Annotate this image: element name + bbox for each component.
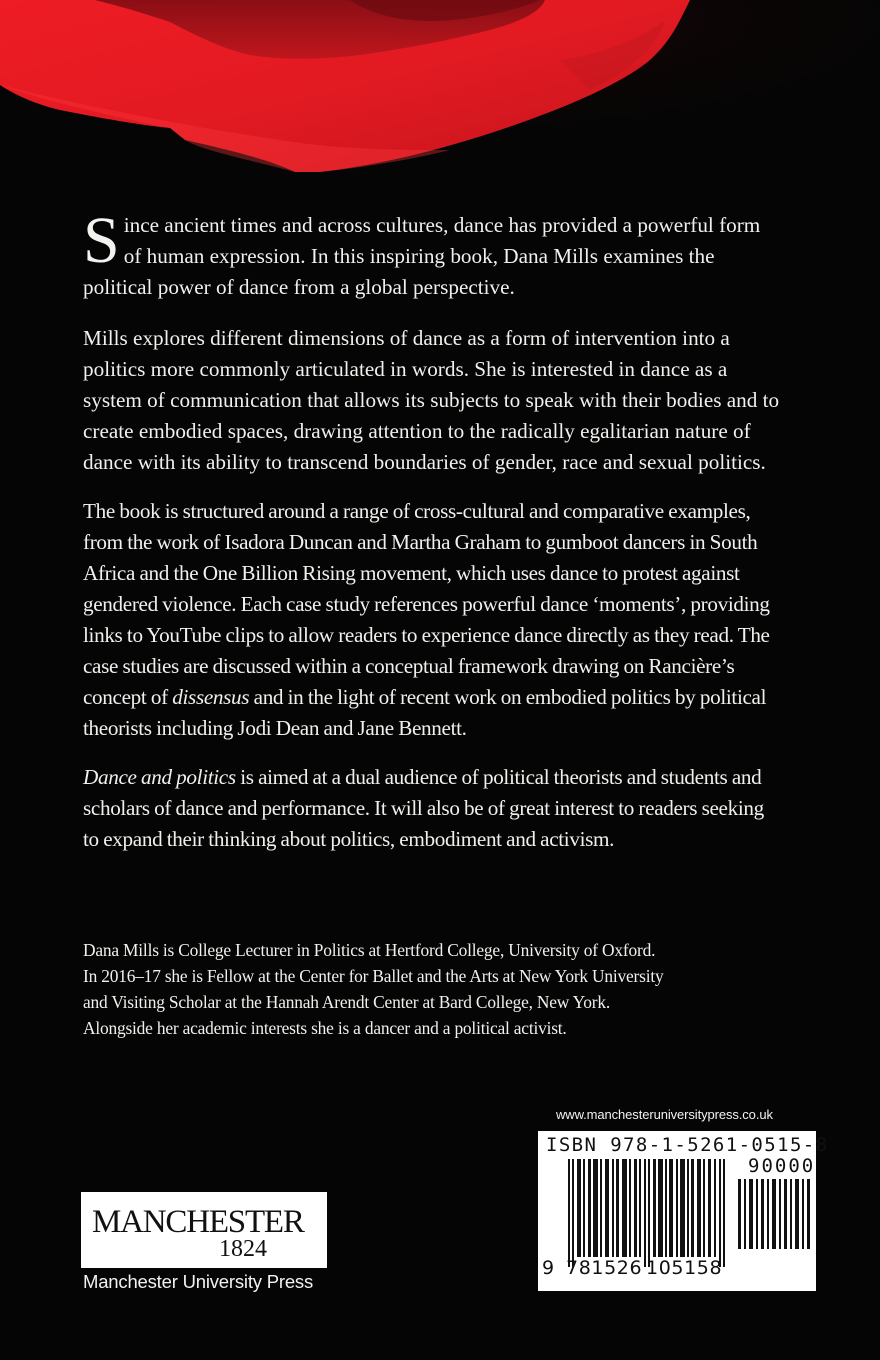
barcode-bars-icon <box>568 1159 728 1267</box>
blurb-paragraph-2: Mills explores different dimensions of dance as a form of intervention into a politics more commonly articulated in words. She is interested in dance as a system of communication that allows its subjects to speak with their bodies and to create embodied spaces, drawing attention to the radically egalitarian nature of dance with its ability to transcend boundaries of gender, race and sexual politics. <box>83 326 780 474</box>
blurb-paragraph-3 <box>83 496 783 744</box>
author-bio-line: Dana Mills is College Lecturer in Politics at Hertford College, University of Oxford. <box>83 940 656 960</box>
blurb-paragraph-4-text: is aimed at a dual audience of political theorists and students and scholars of dance and performance. It will also be of great interest to readers seeking to expand their thinking about politics, embodiment and activism. <box>83 765 764 851</box>
isbn-barcode <box>538 1131 829 1291</box>
logo-wordmark: MANCHESTER <box>92 1204 304 1240</box>
cover-art-red-fabric <box>0 0 880 200</box>
author-bio-line: Alongside her academic interests she is a dancer and a political activist. <box>83 1018 567 1038</box>
drop-cap-letter: S <box>83 204 120 277</box>
blurb-paragraph-1 <box>83 204 783 303</box>
blurb-paragraph-3-text-a: The book is structured around a range of cross-cultural and comparative examples, from the work of Isadora Duncan and Martha Graham to gumboot dancers in South Africa and the One Billion Rising movement, which uses dance to protest against gendered violence. Each case study references powerful dance ‘moments’, providing links to YouTube clips to allow readers to experience dance directly as they read. The case studies are discussed within a conceptual framework drawing on Rancière’s concept of <box>83 499 770 709</box>
author-bio <box>83 937 813 1041</box>
logo-year: 1824 <box>219 1236 267 1262</box>
author-bio-line: and Visiting Scholar at the Hannah Arendt Center at Bard College, New York. <box>83 992 610 1012</box>
blurb-italic-term: dissensus <box>172 685 250 709</box>
addon-barcode-bars-icon <box>738 1179 818 1249</box>
ean-digit-lead: 9 <box>542 1257 555 1279</box>
ean-digit-group-left: 781526 <box>566 1257 643 1279</box>
publisher-website: www.manchesteruniversitypress.co.uk <box>556 1107 773 1122</box>
publisher-logo <box>81 1192 327 1268</box>
price-addon-code: 90000 <box>748 1155 816 1177</box>
publisher-name: Manchester University Press <box>83 1271 314 1292</box>
author-bio-line: In 2016–17 she is Fellow at the Center for Ballet and the Arts at New York University <box>83 966 664 986</box>
blurb-paragraph-3-text-b: and in the light of recent work on embodied politics by political theorists including Jodi Dean and Jane Bennett. <box>83 685 767 740</box>
ean-digits <box>542 1257 722 1279</box>
isbn-label: ISBN 978-1-5261-0515-8 <box>546 1134 829 1156</box>
blurb-paragraph-4 <box>83 762 783 855</box>
book-description <box>83 204 783 873</box>
ean-digit-group-right: 105158 <box>646 1257 723 1279</box>
blurb-paragraph-1-text: ince ancient times and across cultures, dance has provided a powerful form of human expression. In this inspiring book, Dana Mills examines the political power of dance from a global perspective. <box>83 213 761 299</box>
book-title-italic: Dance and politics <box>83 765 236 789</box>
